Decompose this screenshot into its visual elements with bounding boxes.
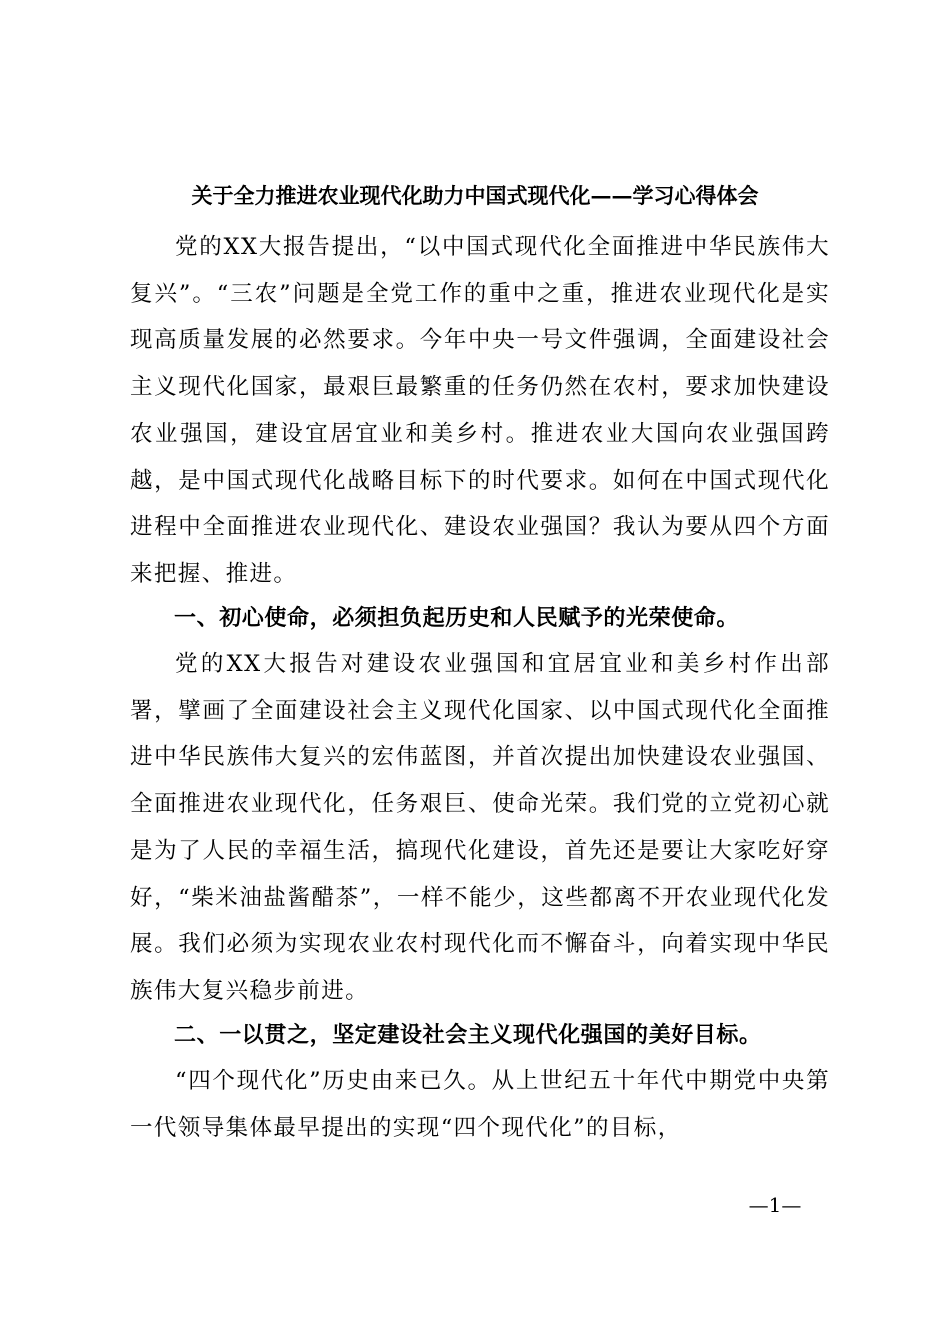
intro-paragraph: 党的XX大报告提出，“以中国式现代化全面推进中华民族伟大复兴”。“三农”问题是全党工作的重中之重，推进农业现代化是实现高质量发展的必然要求。今年中央一号文件强调，全面建设社会主义现代化国家，最艰巨最繁重的任务仍然在农村，要求加快建设农业强国，建设宜居宜业和美乡村。推进农业大国向农业强国跨越，是中国式现代化战略目标下的时代要求。如何在中国式现代化进程中全面推进农业现代化、建设农业强国？我认为要从四个方面来把握、推进。 xyxy=(130,234,830,587)
section-1-paragraph: 党的XX大报告对建设农业强国和宜居宜业和美乡村作出部署，擘画了全面建设社会主义现代化国家、以中国式现代化全面推进中华民族伟大复兴的宏伟蓝图，并首次提出加快建设农业强国、全面推进农业现代化，任务艰巨、使命光荣。我们党的立党初心就是为了人民的幸福生活，搞现代化建设，首先还是要让大家吃好穿好，“柴米油盐酱醋茶”，一样不能少，这些都离不开农业现代化发展。我们必须为实现农业农村现代化而不懈奋斗，向着实现中华民族伟大复兴稳步前进。 xyxy=(130,651,830,1004)
section-2-paragraph: “四个现代化”历史由来已久。从上世纪五十年代中期党中央第一代领导集体最早提出的实现“四个现代化”的目标， xyxy=(130,1068,830,1141)
section-1-heading: 一、初心使命，必须担负起历史和人民赋予的光荣使命。 xyxy=(174,605,740,631)
document-title: 关于全力推进农业现代化助力中国式现代化——学习心得体会 xyxy=(191,183,759,208)
section-2-heading: 二、一以贯之，坚定建设社会主义现代化强国的美好目标。 xyxy=(174,1022,762,1048)
page-number: —1— xyxy=(748,1193,802,1217)
